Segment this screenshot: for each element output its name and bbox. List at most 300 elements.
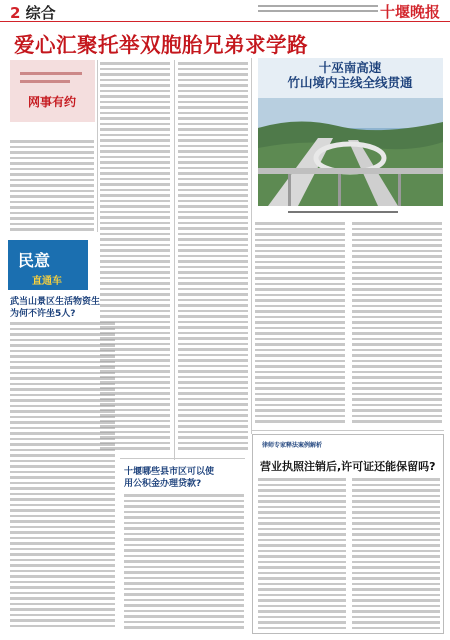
text-line	[10, 476, 115, 479]
text-line	[255, 228, 345, 231]
text-line	[352, 244, 442, 247]
text-line	[352, 544, 440, 547]
text-line	[255, 288, 345, 291]
text-line	[178, 227, 248, 230]
text-line	[352, 555, 440, 558]
text-line	[352, 338, 442, 341]
text-line	[124, 610, 244, 613]
text-line	[100, 95, 170, 98]
text-line	[178, 172, 248, 175]
text-line	[10, 614, 115, 617]
text-line	[10, 190, 94, 193]
text-line	[178, 260, 248, 263]
row-divider	[120, 458, 245, 459]
text-line	[352, 506, 440, 509]
text-line	[10, 339, 115, 342]
text-line	[178, 112, 248, 115]
text-line	[178, 211, 248, 214]
text-line	[10, 586, 115, 589]
text-line	[10, 383, 115, 386]
text-line	[100, 271, 170, 274]
section-number: 2	[10, 4, 21, 22]
text-line	[178, 282, 248, 285]
text-line	[178, 178, 248, 181]
law-headline: 营业执照注销后,许可证还能保留吗?	[260, 460, 436, 473]
text-line	[178, 79, 248, 82]
text-line	[352, 343, 442, 346]
text-line	[178, 123, 248, 126]
text-line	[255, 310, 345, 313]
text-line	[178, 436, 248, 439]
text-line	[258, 528, 346, 531]
text-line	[10, 140, 94, 143]
text-line	[100, 315, 170, 318]
text-line	[10, 416, 115, 419]
text-line	[124, 522, 244, 525]
text-line	[100, 205, 170, 208]
text-line	[124, 505, 244, 508]
text-line	[255, 343, 345, 346]
text-line	[255, 321, 345, 324]
text-line	[352, 305, 442, 308]
text-line	[10, 608, 115, 611]
text-line	[100, 167, 170, 170]
text-line	[10, 443, 115, 446]
text-line	[178, 354, 248, 357]
text-line	[352, 605, 440, 608]
text-line	[255, 420, 345, 423]
text-line	[100, 233, 170, 236]
text-line	[352, 393, 442, 396]
text-line	[178, 299, 248, 302]
text-line	[352, 354, 442, 357]
section-label	[10, 2, 56, 23]
text-line	[178, 266, 248, 269]
text-line	[255, 305, 345, 308]
text-line	[352, 478, 440, 481]
text-line	[100, 255, 170, 258]
text-line	[255, 332, 345, 335]
text-line	[100, 216, 170, 219]
text-line	[10, 372, 115, 375]
text-line	[100, 244, 170, 247]
text-line	[100, 310, 170, 313]
text-line	[178, 420, 248, 423]
text-line	[255, 239, 345, 242]
text-line	[255, 294, 345, 297]
text-line	[124, 516, 244, 519]
text-line	[178, 84, 248, 87]
text-line	[100, 211, 170, 214]
text-line	[124, 588, 244, 591]
text-line	[178, 398, 248, 401]
lead-headline: 爱心汇聚托举双胞胎兄弟求学路	[14, 33, 308, 57]
text-line	[255, 316, 345, 319]
column-divider	[97, 60, 98, 232]
text-line	[258, 577, 346, 580]
text-line	[352, 239, 442, 242]
tunnel-headline: 十巫南高速 竹山境内主线全线贯通	[287, 60, 413, 90]
text-line	[352, 577, 440, 580]
text-line	[10, 228, 94, 231]
text-line	[100, 62, 170, 65]
text-line	[124, 494, 244, 497]
text-line	[178, 370, 248, 373]
text-line	[10, 344, 115, 347]
text-line	[255, 266, 345, 269]
text-line	[100, 178, 170, 181]
text-line	[352, 627, 440, 630]
text-line	[124, 533, 244, 536]
text-line	[100, 101, 170, 104]
text-line	[124, 549, 244, 552]
text-line	[352, 420, 442, 423]
text-line	[352, 599, 440, 602]
text-line	[352, 255, 442, 258]
column-logo-main: 民意	[18, 251, 51, 270]
text-line	[255, 365, 345, 368]
text-line	[124, 577, 244, 580]
text-line	[255, 233, 345, 236]
text-line	[255, 255, 345, 258]
text-line	[178, 200, 248, 203]
text-line	[352, 489, 440, 492]
text-line	[178, 271, 248, 274]
text-line	[178, 277, 248, 280]
text-line	[352, 316, 442, 319]
text-line	[10, 559, 115, 562]
text-line	[10, 333, 115, 336]
text-line	[10, 438, 115, 441]
text-line	[124, 566, 244, 569]
text-line	[124, 626, 244, 629]
text-line	[178, 128, 248, 131]
text-line	[258, 533, 346, 536]
text-line	[352, 349, 442, 352]
text-line	[100, 183, 170, 186]
text-line	[178, 95, 248, 98]
text-line	[100, 79, 170, 82]
text-line	[10, 162, 94, 165]
text-line	[258, 511, 346, 514]
text-line	[124, 538, 244, 541]
text-line	[258, 566, 346, 569]
text-line	[178, 117, 248, 120]
law-kicker: 律师专家释法案例解析	[262, 442, 323, 449]
text-line	[255, 349, 345, 352]
text-line	[10, 168, 94, 171]
page-header	[0, 0, 450, 22]
text-line	[10, 581, 115, 584]
text-line	[352, 583, 440, 586]
text-line	[100, 189, 170, 192]
text-line	[255, 244, 345, 247]
text-line	[178, 376, 248, 379]
text-line	[10, 597, 115, 600]
row-divider	[252, 430, 444, 431]
text-line	[352, 294, 442, 297]
text-line	[10, 421, 115, 424]
text-line	[352, 299, 442, 302]
text-line	[352, 228, 442, 231]
text-line	[352, 382, 442, 385]
text-line	[10, 520, 115, 523]
text-line	[178, 167, 248, 170]
text-line	[178, 222, 248, 225]
text-line	[10, 355, 115, 358]
text-line	[100, 117, 170, 120]
text-line	[10, 361, 115, 364]
text-line	[258, 627, 346, 630]
text-line	[352, 484, 440, 487]
text-line	[255, 272, 345, 275]
text-line	[178, 194, 248, 197]
text-line	[258, 616, 346, 619]
text-line	[255, 277, 345, 280]
text-line	[178, 431, 248, 434]
text-line	[100, 84, 170, 87]
text-line	[10, 201, 94, 204]
text-line	[10, 531, 115, 534]
text-line	[258, 484, 346, 487]
text-line	[255, 354, 345, 357]
text-line	[178, 255, 248, 258]
text-line	[10, 388, 115, 391]
text-line	[352, 594, 440, 597]
text-line	[100, 200, 170, 203]
text-line	[100, 112, 170, 115]
text-line	[352, 371, 442, 374]
text-line	[100, 128, 170, 131]
text-line	[352, 398, 442, 401]
text-line	[258, 605, 346, 608]
text-line	[124, 582, 244, 585]
text-line	[352, 495, 440, 498]
text-line	[100, 266, 170, 269]
text-line	[258, 517, 346, 520]
text-line	[124, 544, 244, 547]
text-line	[100, 150, 170, 153]
banner-label: 网事有约	[28, 95, 77, 109]
text-line	[10, 482, 115, 485]
text-line	[10, 564, 115, 567]
text-line	[352, 588, 440, 591]
text-line	[255, 404, 345, 407]
text-line	[124, 593, 244, 596]
text-line	[10, 405, 115, 408]
text-line	[352, 550, 440, 553]
text-line	[100, 277, 170, 280]
text-line	[178, 447, 248, 450]
text-line	[10, 465, 115, 468]
text-line	[178, 332, 248, 335]
text-line	[258, 539, 346, 542]
text-line	[258, 583, 346, 586]
text-line	[10, 498, 115, 501]
text-line	[178, 156, 248, 159]
text-line	[255, 283, 345, 286]
text-line	[255, 261, 345, 264]
text-line	[10, 399, 115, 402]
text-line	[258, 495, 346, 498]
text-line	[124, 604, 244, 607]
text-line	[258, 599, 346, 602]
text-line	[124, 599, 244, 602]
text-line	[352, 533, 440, 536]
text-line	[258, 572, 346, 575]
text-line	[10, 592, 115, 595]
text-line	[10, 179, 94, 182]
text-line	[10, 526, 115, 529]
text-line	[352, 327, 442, 330]
text-line	[258, 544, 346, 547]
text-line	[10, 515, 115, 518]
text-line	[100, 161, 170, 164]
qa-heading-1: 武当山景区生活物资生 为何不许坐5人?	[10, 297, 101, 319]
text-line	[10, 487, 115, 490]
text-line	[100, 145, 170, 148]
text-line	[178, 244, 248, 247]
text-line	[258, 555, 346, 558]
text-line	[10, 575, 115, 578]
text-line	[178, 145, 248, 148]
text-line	[10, 173, 94, 176]
text-line	[10, 537, 115, 540]
text-line	[352, 277, 442, 280]
text-line	[10, 432, 115, 435]
text-line	[255, 382, 345, 385]
text-line	[10, 322, 115, 325]
text-line	[178, 205, 248, 208]
text-line	[178, 238, 248, 241]
text-line	[178, 392, 248, 395]
text-line	[258, 561, 346, 564]
text-line	[10, 454, 115, 457]
text-line	[352, 539, 440, 542]
text-line	[258, 478, 346, 481]
text-line	[255, 299, 345, 302]
text-line	[255, 387, 345, 390]
text-line	[178, 139, 248, 142]
text-line	[258, 594, 346, 597]
text-line	[100, 227, 170, 230]
text-line	[352, 517, 440, 520]
text-line	[178, 293, 248, 296]
text-line	[100, 90, 170, 93]
text-line	[258, 610, 346, 613]
text-line	[352, 283, 442, 286]
text-line	[352, 376, 442, 379]
text-line	[10, 504, 115, 507]
text-line	[10, 394, 115, 397]
text-line	[100, 288, 170, 291]
text-line	[100, 68, 170, 71]
text-line	[352, 409, 442, 412]
text-line	[352, 610, 440, 613]
text-line	[10, 350, 115, 353]
text-line	[258, 489, 346, 492]
photo-caption	[288, 209, 398, 213]
text-line	[178, 326, 248, 329]
text-line	[352, 511, 440, 514]
text-line	[100, 222, 170, 225]
text-line	[10, 206, 94, 209]
text-line	[255, 398, 345, 401]
text-line	[178, 90, 248, 93]
text-line	[352, 310, 442, 313]
text-line	[352, 321, 442, 324]
text-line	[10, 449, 115, 452]
text-line	[124, 560, 244, 563]
text-line	[10, 570, 115, 573]
text-line	[178, 304, 248, 307]
text-line	[178, 315, 248, 318]
text-line	[255, 327, 345, 330]
text-line	[178, 425, 248, 428]
text-line	[258, 522, 346, 525]
text-line	[100, 299, 170, 302]
column-divider	[251, 58, 252, 434]
text-line	[10, 548, 115, 551]
text-line	[352, 566, 440, 569]
text-line	[10, 217, 94, 220]
text-line	[100, 194, 170, 197]
text-line	[352, 261, 442, 264]
text-line	[352, 222, 442, 225]
text-line	[100, 172, 170, 175]
text-line	[178, 134, 248, 137]
text-line	[10, 427, 115, 430]
text-line	[10, 328, 115, 331]
text-line	[178, 321, 248, 324]
issue-meta	[258, 4, 378, 12]
text-line	[255, 376, 345, 379]
text-line	[352, 528, 440, 531]
text-line	[10, 223, 94, 226]
text-line	[255, 222, 345, 225]
text-line	[10, 157, 94, 160]
text-line	[178, 73, 248, 76]
text-line	[352, 233, 442, 236]
text-line	[178, 62, 248, 65]
section-name: 综合	[25, 4, 56, 22]
text-line	[352, 266, 442, 269]
text-line	[100, 304, 170, 307]
text-line	[100, 156, 170, 159]
text-line	[10, 625, 115, 628]
text-line	[10, 603, 115, 606]
text-line	[178, 359, 248, 362]
text-line	[258, 550, 346, 553]
text-line	[352, 272, 442, 275]
text-line	[124, 527, 244, 530]
text-line	[10, 619, 115, 622]
text-line	[352, 572, 440, 575]
text-line	[352, 365, 442, 368]
text-line	[10, 410, 115, 413]
text-line	[352, 360, 442, 363]
text-line	[178, 233, 248, 236]
text-line	[10, 146, 94, 149]
text-line	[178, 365, 248, 368]
text-line	[100, 73, 170, 76]
text-line	[352, 522, 440, 525]
text-line	[178, 68, 248, 71]
text-line	[100, 260, 170, 263]
text-line	[255, 393, 345, 396]
text-line	[178, 161, 248, 164]
text-line	[178, 189, 248, 192]
